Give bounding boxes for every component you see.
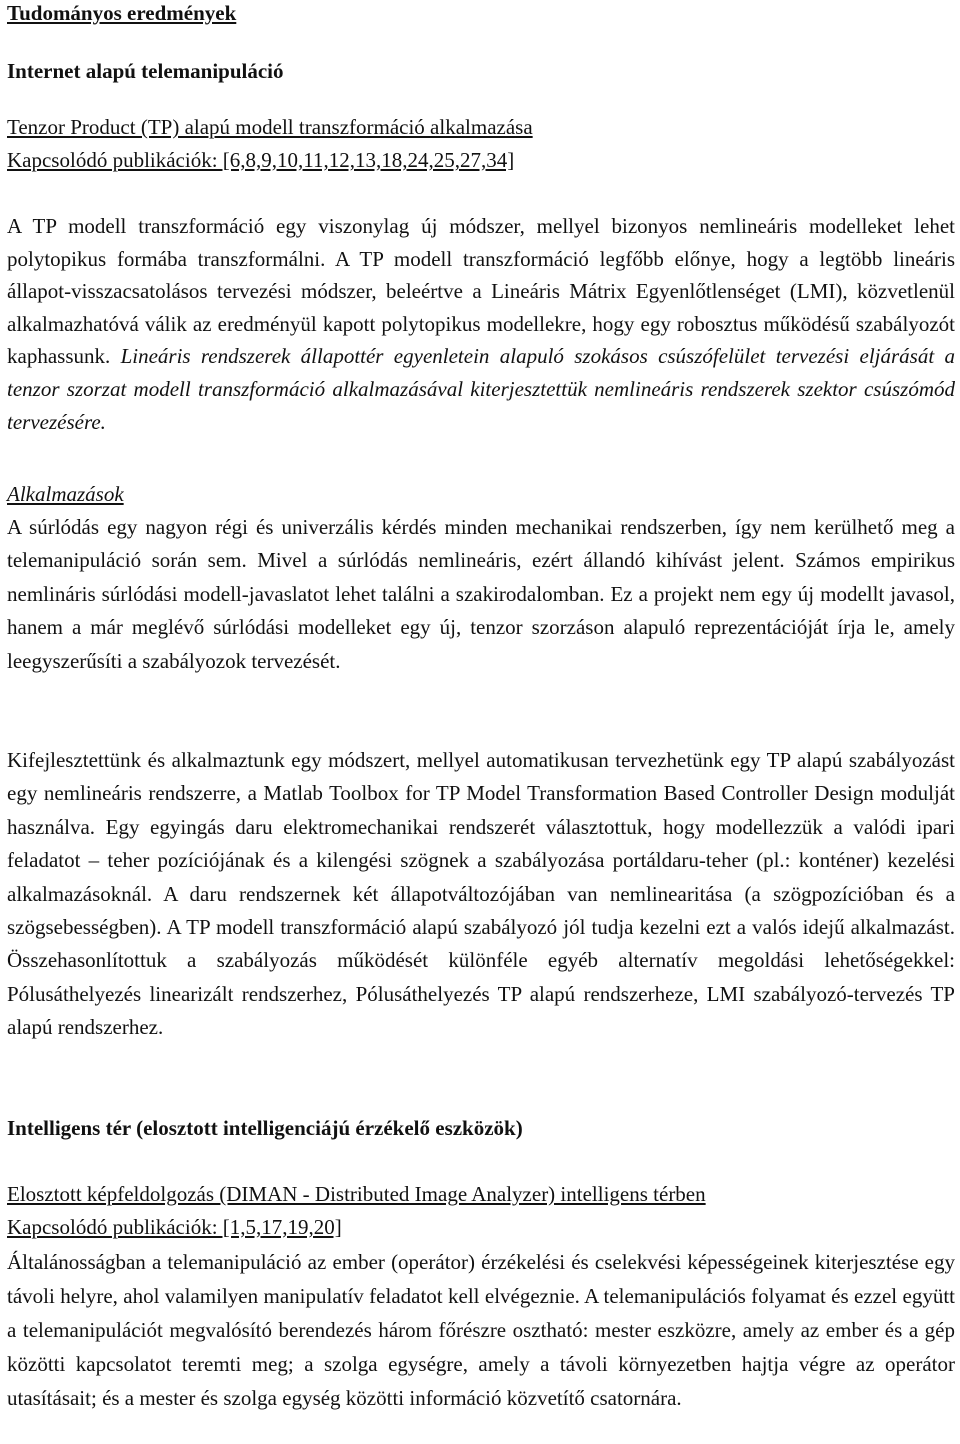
paragraph-tp-intro <box>7 210 955 438</box>
publications-line-2: Kapcsolódó publikációk: [1,5,17,19,20] <box>7 1215 342 1239</box>
topic-line-diman: Elosztott képfeldolgozás (DIMAN - Distributed Image Analyzer) intelligens térben <box>7 1182 706 1206</box>
publications-line-1: Kapcsolódó publikációk: [6,8,9,10,11,12,13,18,24,25,27,34] <box>7 148 515 172</box>
applications-heading: Alkalmazások <box>7 482 124 506</box>
paragraph-tp-intro-italic: Lineáris rendszerek állapottér egyenletein alapuló szokásos csúszófelület tervezési eljárását a tenzor szorzat modell transzformáció alkalmazásával kiterjesztettük nemlineáris rendszerek szektor csúszómód tervezésére. <box>7 344 955 434</box>
page-title: Tudományos eredmények <box>7 1 237 25</box>
paragraph-tp-intro-text: A TP modell transzformáció egy viszonylag új módszer, mellyel bizonyos nemlineáris modelleket lehet polytopikus formába transzformálni. A TP modell transzformáció legfőbb előnye, hogy a legtöbb lineáris állapot-visszacsatolásos tervezési módszer, beleértve a Lineáris Mátrix Egyenlőtlenséget (LMI), közvetlenül alkalmazhatóvá válik az eredményül kapott polytopikus modellekre, hogy egy robosztus működésű szabályozót kaphassunk. <box>7 214 955 369</box>
paragraph-friction: A súrlódás egy nagyon régi és univerzális kérdés minden mechanikai rendszerben, így nem kerülhető meg a telemanipuláció során sem. Mivel a súrlódás nemlineáris, ezért állandó kihívást jelent. Számos empirikus nemlináris súrlódási modell-javaslatot lehet találni a szakirodalomban. Ez a projekt nem egy új modellt javasol, hanem a már meglévő súrlódási modelleket egy új, tenzor szorzáson alapuló reprezentációját írja le, amely leegyszerűsíti a szabályozok tervezését. <box>7 515 955 673</box>
paragraph-crane: Kifejlesztettünk és alkalmaztunk egy módszert, mellyel automatikusan tervezhetünk egy TP alapú szabályozást egy nemlineáris rendszerre, a Matlab Toolbox for TP Model Transformation Based Controller Design modulját használva. Egy egyingás daru elektromechanikai rendszerét választottuk, hogy modellezzük a valódi ipari feladatot – teher pozíciójának és a kilengési szögnek a szabályozása portáldaru-teher (pl.: konténer) kezelési alkalmazásoknál. A daru rendszernek két állapotváltozójában van nemlinearitása (a szögpozícióban és a szögsebességben). A TP modell transzformáció alapú szabályozó jól tudja kezelni ezt a valós idejű alkalmazást. Összehasonlítottuk a szabályozás működését különféle egyéb alternatív megoldási lehetőségekkel: Pólusáthelyezés linearizált rendszerhez, Pólusáthelyezés TP alapú rendszerheze, LMI szabályozó-tervezés TP alapú rendszerhez. <box>7 748 955 1040</box>
section-heading-intelligent-space: Intelligens tér (elosztott intelligenciájú érzékelő eszközök) <box>7 1116 523 1140</box>
section-heading-telemanipulation: Internet alapú telemanipuláció <box>7 59 284 83</box>
paragraph-telemanipulation-general: Általánosságban a telemanipuláció az ember (operátor) érzékelési és cselekvési képességeinek kiterjesztése egy távoli helyre, ahol valamilyen manipulatív feladatot kell elvégeznie. A telemanipulációs folyamat és ezzel együtt a telemanipulációt megvalósító berendezés három főrészre osztható: mester eszközre, amely az ember és a gép közötti kapcsolatot teremti meg; a szolga egységre, amely a távoli környezetben hajtja végre az operátor utasításait; és a mester és szolga egység közötti információ közvetítő csatornára. <box>7 1250 955 1410</box>
topic-line-tp-model: Tenzor Product (TP) alapú modell transzformáció alkalmazása <box>7 115 533 139</box>
